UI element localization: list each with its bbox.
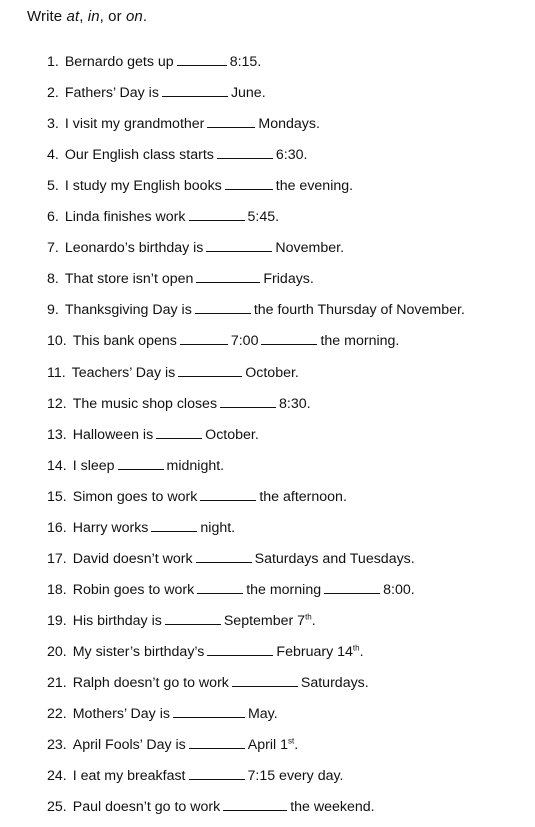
answer-blank[interactable] [180, 332, 228, 345]
item-number: 23. [47, 737, 67, 754]
answer-blank[interactable] [177, 53, 227, 66]
item-number: 6. [47, 209, 59, 226]
answer-blank[interactable] [207, 115, 255, 128]
item-text: Fathers’ Day is [64, 85, 159, 102]
item-punctuation: . [311, 612, 316, 629]
answer-blank[interactable] [189, 767, 245, 780]
item-text: Halloween is [72, 426, 154, 443]
item-text: 7:15 every day. [247, 768, 344, 785]
item-number: 21. [47, 675, 67, 691]
item-number: 25. [47, 799, 67, 816]
item-text: the weekend. [290, 799, 375, 816]
item-text: April 1 [247, 737, 288, 754]
exercise-item [47, 301, 465, 319]
answer-blank[interactable] [151, 519, 197, 532]
answer-blank[interactable] [189, 736, 245, 749]
item-text: I sleep [72, 457, 115, 474]
item-number: 4. [47, 147, 59, 164]
exercise-item [47, 53, 261, 71]
item-text: Saturdays. [300, 675, 369, 691]
answer-blank[interactable] [162, 84, 228, 97]
answer-blank[interactable] [223, 798, 287, 811]
answer-blank[interactable] [189, 208, 245, 221]
item-text: the fourth Thursday of November. [253, 302, 465, 319]
item-text: Fridays. [263, 271, 314, 288]
item-number: 24. [47, 768, 67, 785]
answer-blank[interactable] [220, 395, 276, 408]
item-number: 15. [47, 488, 67, 505]
item-text: night. [200, 519, 236, 536]
answer-blank[interactable] [206, 239, 272, 252]
item-text: Leonardo’s birthday is [64, 240, 204, 257]
item-number: 11. [47, 364, 66, 381]
item-text: Paul doesn’t go to work [72, 799, 221, 816]
exercise-item [47, 84, 266, 102]
item-number: 8. [47, 271, 59, 288]
item-number: 17. [47, 550, 67, 567]
item-text: The music shop closes [72, 395, 218, 412]
answer-blank[interactable] [197, 581, 243, 594]
exercise-item [47, 519, 235, 537]
exercise-item [47, 550, 415, 568]
answer-blank[interactable] [217, 146, 273, 159]
exercise-item [47, 177, 353, 195]
item-text: Mothers’ Day is [72, 706, 170, 723]
item-text: 8:15. [229, 54, 262, 70]
item-text: Thanksgiving Day is [64, 302, 192, 319]
item-text: Ralph doesn’t go to work [72, 675, 229, 691]
exercise-item [47, 767, 343, 785]
item-number: 3. [47, 116, 59, 133]
item-number: 16. [47, 519, 67, 536]
item-text: the morning. [320, 333, 400, 350]
exercise-item [47, 239, 344, 257]
title-separator: , or [99, 8, 126, 25]
item-text: 6:30. [275, 147, 308, 164]
item-punctuation: . [294, 737, 299, 754]
item-number: 2. [47, 85, 59, 102]
exercise-item [47, 674, 369, 692]
ordinal-suffix: st [287, 736, 295, 746]
exercise-item [47, 115, 320, 133]
item-text: My sister’s birthday’s [72, 643, 205, 660]
answer-blank[interactable] [178, 364, 242, 377]
item-number: 18. [47, 581, 67, 598]
item-number: 14. [47, 457, 67, 474]
item-text: the evening. [275, 178, 354, 195]
ordinal-suffix: th [305, 612, 312, 622]
item-text: April Fools’ Day is [72, 737, 186, 754]
item-text: I eat my breakfast [72, 768, 186, 785]
item-text: Robin goes to work [72, 581, 195, 598]
exercise-item [47, 208, 279, 226]
exercise-item [47, 426, 259, 444]
title-prefix: Write [27, 8, 67, 25]
item-text: the morning [246, 581, 322, 598]
answer-blank[interactable] [207, 643, 273, 656]
item-text: the afternoon. [259, 488, 347, 505]
worksheet-title [27, 8, 147, 25]
answer-blank[interactable] [261, 332, 317, 345]
answer-blank[interactable] [196, 550, 252, 563]
item-text: Saturdays and Tuesdays. [254, 550, 415, 567]
item-text: May. [247, 706, 278, 723]
exercise-item [47, 395, 311, 413]
item-text: June. [230, 85, 266, 102]
title-separator: , [79, 8, 88, 25]
answer-blank[interactable] [118, 457, 164, 470]
item-text: This bank opens [72, 333, 177, 350]
item-text: Linda finishes work [64, 209, 186, 226]
item-text: October. [245, 364, 299, 381]
exercise-item [47, 705, 278, 723]
exercise-item [47, 643, 364, 661]
item-text: October. [205, 426, 259, 443]
item-text: Simon goes to work [72, 488, 198, 505]
exercise-item [47, 146, 307, 164]
exercise-item [47, 798, 375, 816]
item-text: Bernardo gets up [64, 54, 174, 70]
item-text: Mondays. [258, 116, 320, 133]
item-number: 9. [47, 302, 59, 319]
exercise-item [47, 488, 347, 506]
item-text: 8:00. [383, 581, 415, 598]
item-number: 22. [47, 706, 67, 723]
exercise-item [47, 270, 314, 288]
answer-blank[interactable] [195, 301, 251, 314]
item-text: 7:00 [230, 333, 259, 350]
item-text: September 7 [223, 612, 306, 629]
title-word-on: on [125, 8, 143, 25]
exercise-item [47, 364, 299, 382]
answer-blank[interactable] [165, 612, 221, 625]
exercise-item [47, 457, 224, 475]
title-word-at: at [66, 8, 80, 25]
answer-blank[interactable] [225, 177, 273, 190]
item-punctuation: . [359, 643, 364, 660]
answer-blank[interactable] [196, 270, 260, 283]
ordinal-suffix: th [352, 643, 360, 653]
exercise-item [47, 581, 415, 599]
item-text: February 14 [276, 643, 353, 660]
item-text: His birthday is [72, 612, 162, 629]
item-text: I visit my grandmother [64, 116, 205, 133]
item-text: 5:45. [247, 209, 280, 226]
answer-blank[interactable] [200, 488, 256, 501]
item-number: 12. [47, 395, 67, 412]
item-text: 8:30. [279, 395, 311, 412]
item-number: 7. [47, 240, 59, 257]
item-number: 5. [47, 178, 59, 195]
item-text: midnight. [166, 457, 225, 474]
answer-blank[interactable] [156, 426, 202, 439]
exercise-item [47, 612, 316, 630]
item-text: November. [275, 240, 345, 257]
exercise-item [47, 332, 399, 350]
item-text: Our English class starts [64, 147, 214, 164]
answer-blank[interactable] [324, 581, 380, 594]
item-number: 1. [47, 54, 59, 70]
item-number: 19. [47, 612, 67, 629]
exercise-item [47, 736, 298, 754]
answer-blank[interactable] [173, 705, 245, 718]
item-text: I study my English books [64, 178, 222, 195]
item-text: David doesn’t work [72, 550, 193, 567]
answer-blank[interactable] [232, 674, 298, 687]
item-text: Teachers’ Day is [71, 364, 176, 381]
title-suffix: . [142, 8, 148, 25]
item-text: Harry works [72, 519, 149, 536]
item-number: 10. [47, 333, 67, 350]
item-text: That store isn’t open [64, 271, 194, 288]
title-word-in: in [87, 8, 100, 25]
item-number: 20. [47, 643, 67, 660]
item-number: 13. [47, 426, 67, 443]
